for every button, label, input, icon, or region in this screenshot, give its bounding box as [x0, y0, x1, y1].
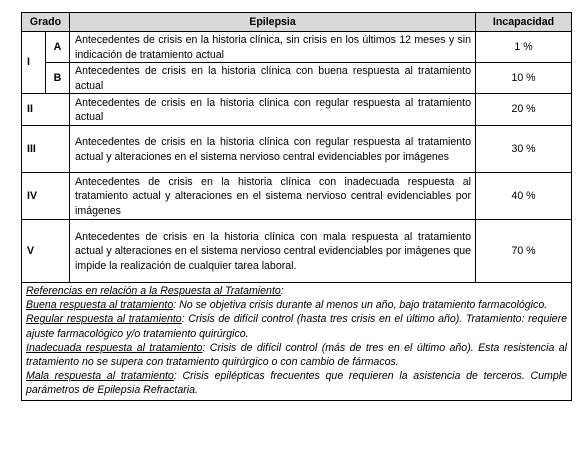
description-cell: Antecedentes de crisis en la historia clínica con buena respuesta al tratamiento actual	[70, 63, 476, 94]
grade-cell: I	[22, 32, 46, 94]
references-row	[22, 283, 572, 401]
percentage-cell: 40 %	[476, 173, 572, 220]
description-cell: Antecedentes de crisis en la historia clínica con regular respuesta al tratamiento actual y alteraciones en el sistema nervioso central evidenciables por imágenes	[70, 126, 476, 173]
description-cell: Antecedentes de crisis en la historia clínica con inadecuada respuesta al tratamiento actual y alteraciones en el sistema nervioso central evidenciables por imágenes	[70, 173, 476, 220]
header-grado: Grado	[22, 13, 70, 32]
reference-item	[26, 369, 567, 397]
reference-item	[26, 341, 567, 369]
table-header-row	[22, 13, 572, 32]
table-row	[22, 63, 572, 94]
references-title-text: Referencias en relación a la Respuesta al Tratamiento	[26, 285, 281, 297]
header-incapacidad: Incapacidad	[476, 13, 572, 32]
reference-term: Regular respuesta al tratamiento	[26, 313, 182, 326]
percentage-cell: 1 %	[476, 32, 572, 63]
description-cell: Antecedentes de crisis en la historia clínica con mala respuesta al tratamiento actual y alteraciones en el sistema nervioso central evidenciables por imágenes que impide la realización de cualquier tarea laboral.	[70, 220, 476, 283]
references-cell	[22, 283, 572, 401]
header-epilepsia: Epilepsia	[70, 13, 476, 32]
reference-text: : No se objetiva crisis durante al menos un año, bajo tratamiento farmacológico.	[173, 299, 548, 312]
percentage-cell: 10 %	[476, 63, 572, 94]
epilepsy-disability-table	[21, 12, 572, 401]
table-row	[22, 94, 572, 126]
references-title: Referencias en relación a la Respuesta al Tratamiento:	[26, 285, 284, 297]
description-cell: Antecedentes de crisis en la historia clínica, sin crisis en los últimos 12 meses y sin indicación de tratamiento actual	[70, 32, 476, 63]
reference-item	[26, 298, 567, 312]
table-row	[22, 220, 572, 283]
epilepsy-disability-table-container	[21, 12, 571, 401]
subgrade-cell: A	[46, 32, 70, 63]
table-row	[22, 126, 572, 173]
grade-cell: IV	[22, 173, 70, 220]
reference-text: : Crisis de difícil control (más de tres en el último año). Esta resistencia al tratamiento no se supera con tratamiento quirúrgico o con cambio de fármacos.	[26, 341, 568, 369]
reference-term: Buena respuesta al tratamiento	[26, 299, 174, 312]
percentage-cell: 20 %	[476, 94, 572, 126]
grade-cell: III	[22, 126, 70, 173]
reference-term: Mala respuesta al tratamiento	[26, 370, 174, 383]
reference-text: : Crisis de difícil control (hasta tres crisis en el último año). Tratamiento: requiere ajuste farmacológico y/o tratamiento quirúrgico.	[26, 313, 567, 340]
table-row	[22, 32, 572, 63]
percentage-cell: 30 %	[476, 126, 572, 173]
reference-item	[26, 312, 567, 340]
subgrade-cell: B	[46, 63, 70, 94]
percentage-cell: 70 %	[476, 220, 572, 283]
description-cell: Antecedentes de crisis en la historia clínica con regular respuesta al tratamiento actual	[70, 94, 476, 126]
table-row	[22, 173, 572, 220]
reference-text: : Crisis epilépticas frecuentes que requieren la asistencia de terceros. Cumple parámetros de Epilepsia Refractaria.	[26, 370, 568, 397]
grade-cell: II	[22, 94, 70, 126]
reference-term: Inadecuada respuesta al tratamiento	[26, 341, 203, 354]
grade-cell: V	[22, 220, 70, 283]
